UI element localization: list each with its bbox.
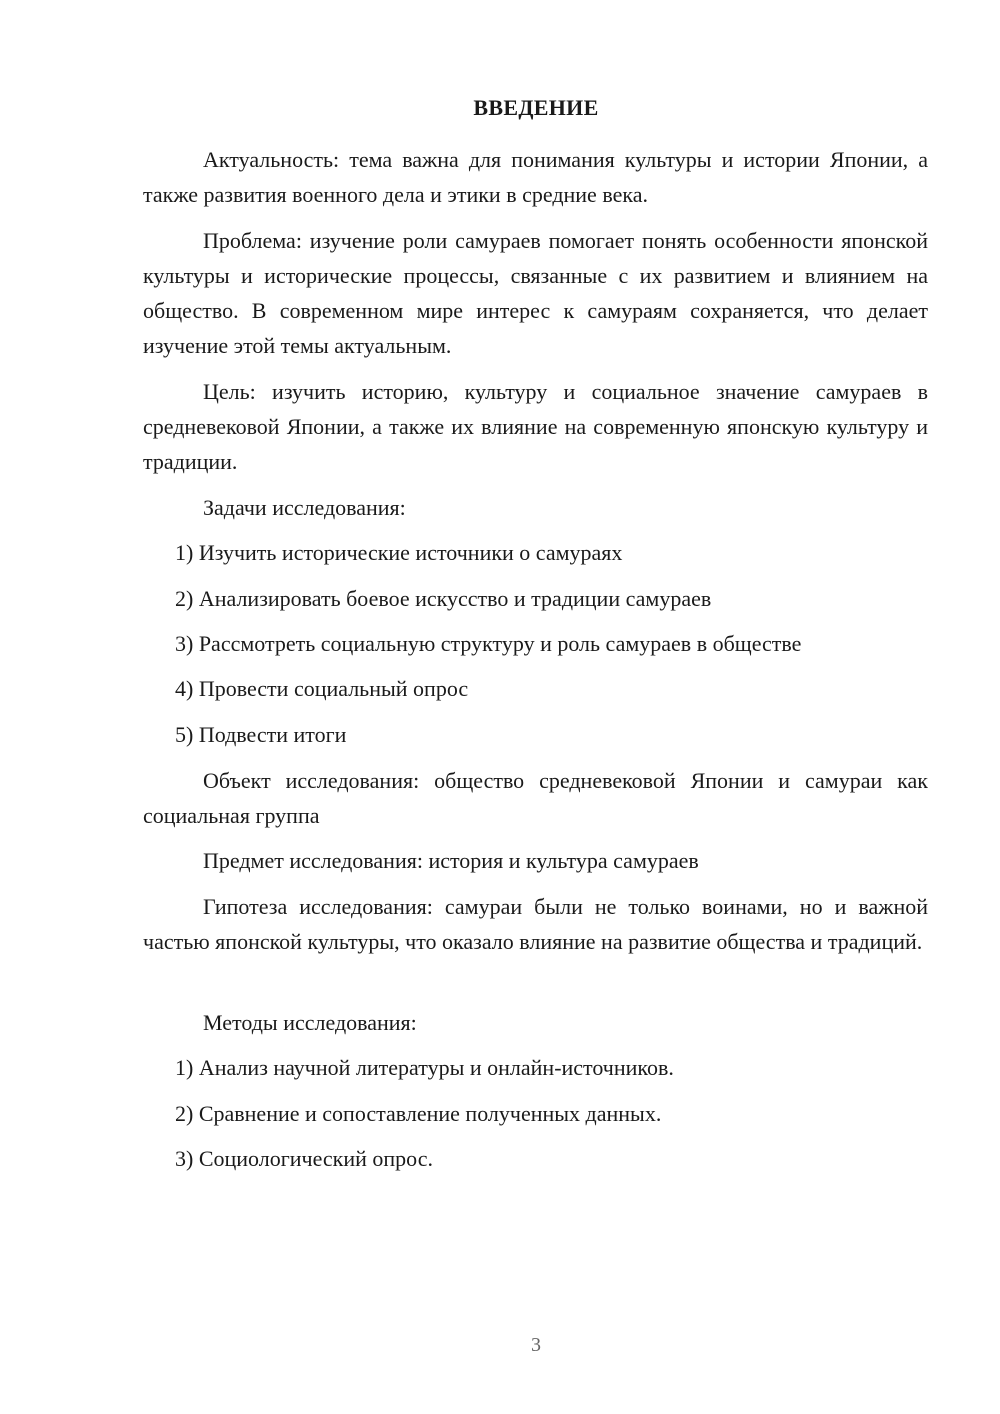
method-item: 1) Анализ научной литературы и онлайн-источников.	[175, 1055, 674, 1080]
page-title: ВВЕДЕНИЕ	[473, 95, 599, 120]
subject-paragraph: Предмет исследования: история и культура самураев	[203, 848, 699, 873]
method-item: 3) Социологический опрос.	[175, 1146, 433, 1171]
task-item: 4) Провести социальный опрос	[175, 676, 469, 701]
relevance-paragraph: Актуальность: тема важна для понимания культуры и истории Японии, а также развития военного дела и этики в средние века.	[143, 147, 928, 207]
problem-paragraph: Проблема: изучение роли самураев помогает понять особенности японской культуры и исторические процессы, связанные с их развитием и влиянием на общество. В современном мире интерес к самураям сохраняется, что делает изучение этой темы актуальным.	[143, 228, 928, 358]
page-number: 3	[531, 1334, 541, 1356]
method-item: 2) Сравнение и сопоставление полученных данных.	[175, 1101, 662, 1126]
task-item: 5) Подвести итоги	[175, 722, 347, 747]
goal-paragraph: Цель: изучить историю, культуру и социальное значение самураев в средневековой Японии, а также их влияние на современную японскую культуру и традиции.	[143, 379, 928, 474]
object-paragraph: Объект исследования: общество средневековой Японии и самураи как социальная группа	[143, 768, 928, 828]
task-item: 3) Рассмотреть социальную структуру и роль самураев в обществе	[175, 631, 802, 656]
task-item: 2) Анализировать боевое искусство и традиции самураев	[175, 586, 712, 611]
hypothesis-paragraph: Гипотеза исследования: самураи были не только воинами, но и важной частью японской культуры, что оказало влияние на развитие общества и традиций.	[143, 894, 928, 954]
task-item: 1) Изучить исторические источники о самураях	[175, 540, 623, 565]
methods-heading: Методы исследования:	[203, 1010, 417, 1035]
tasks-heading: Задачи исследования:	[203, 495, 406, 520]
